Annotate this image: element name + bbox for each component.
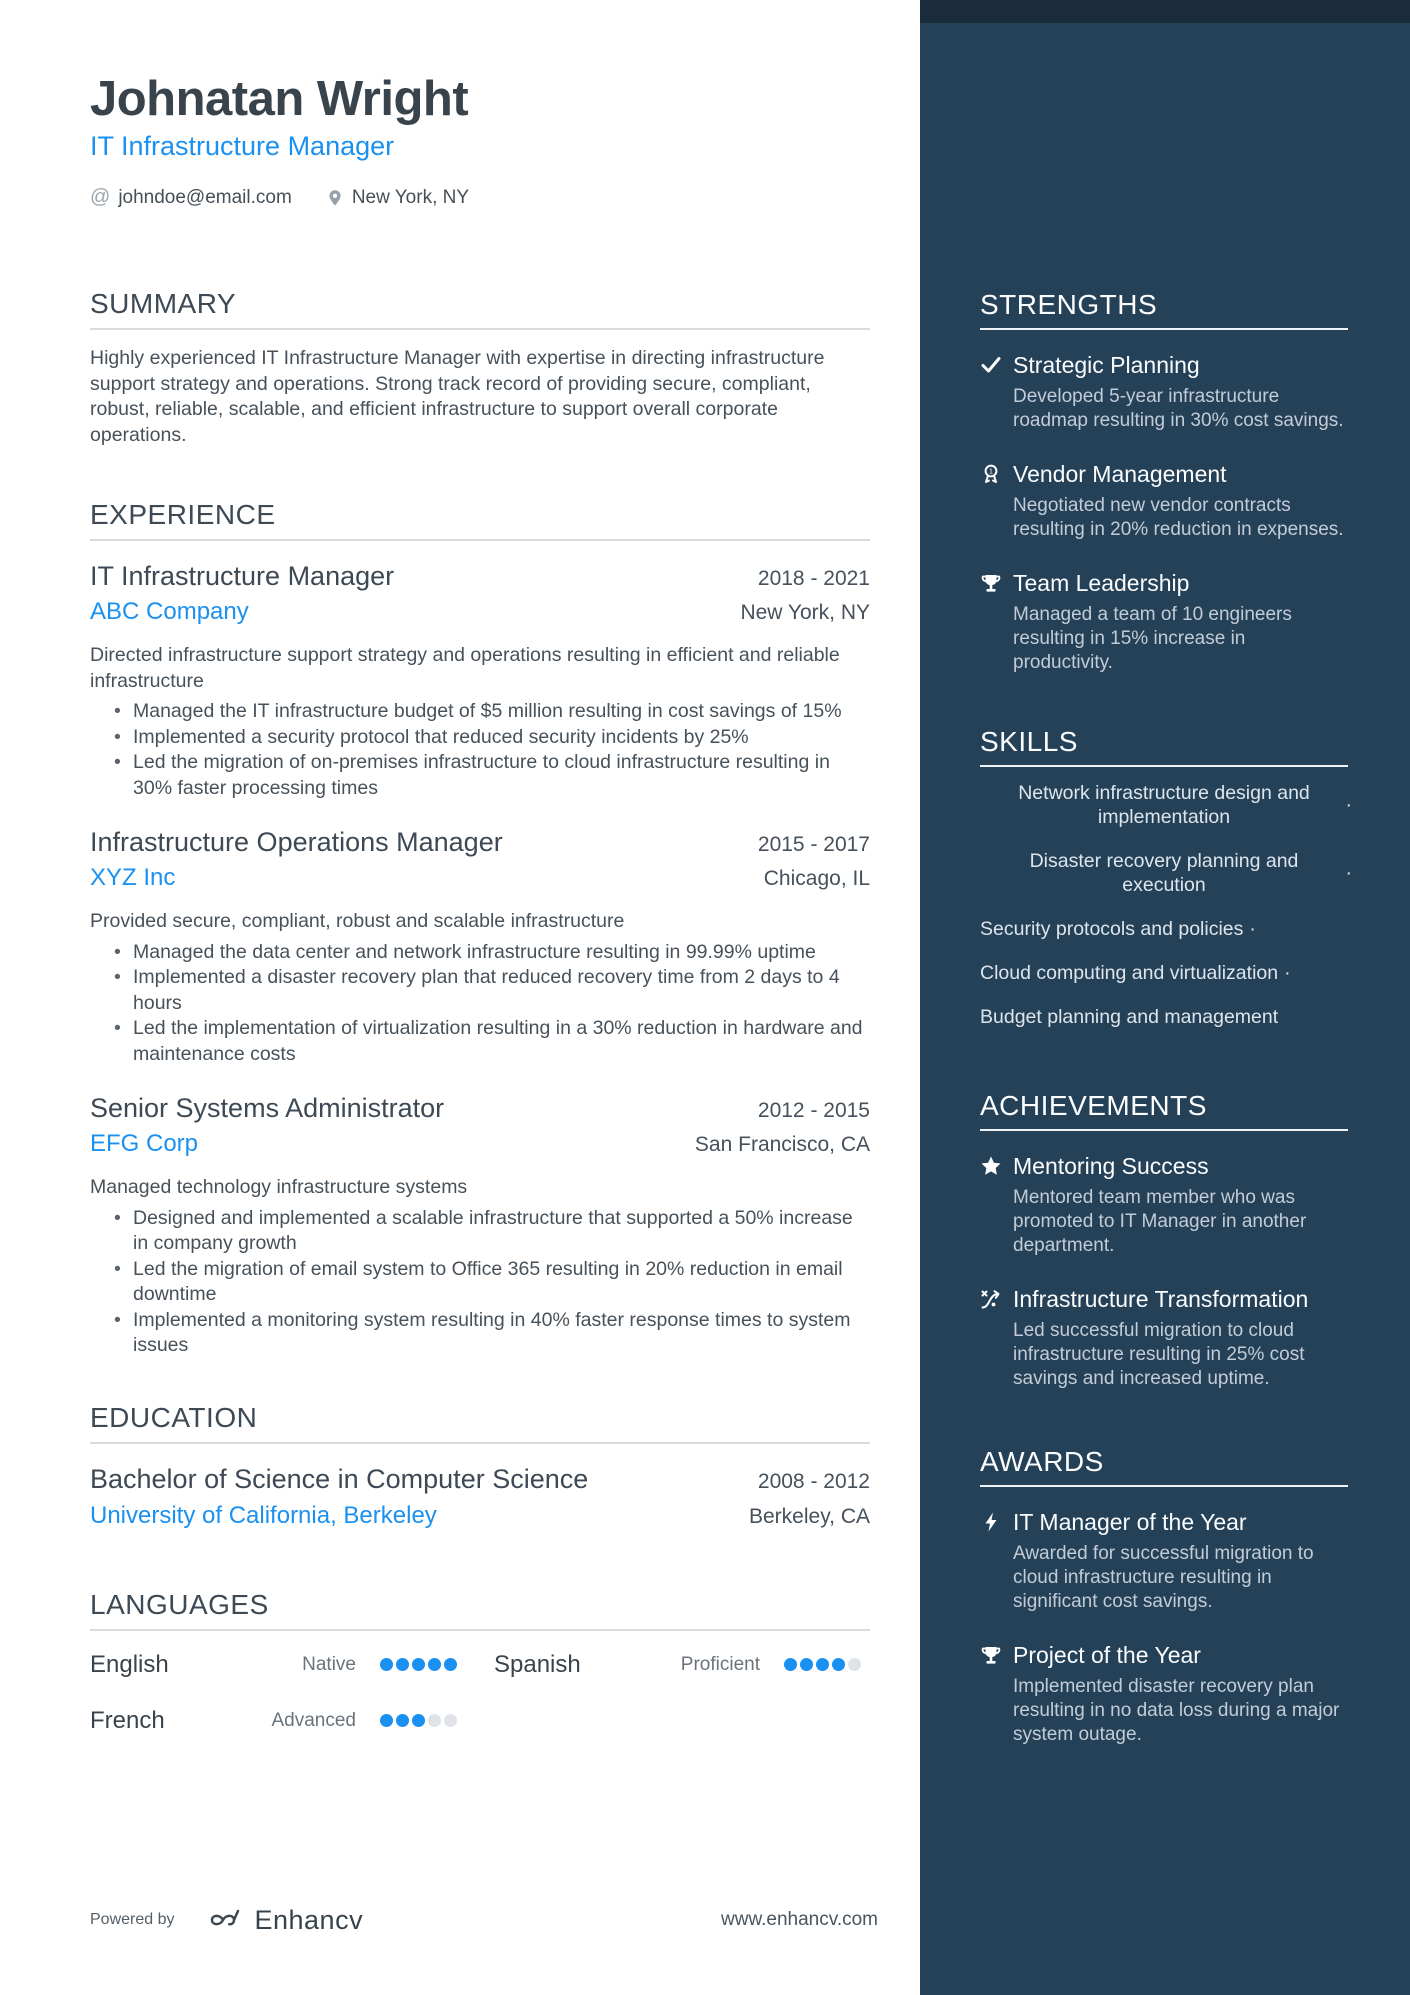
job-bullets	[90, 1206, 870, 1359]
check-icon	[980, 354, 1002, 376]
skill-separator: ·	[1345, 794, 1352, 816]
award-text: Awarded for successful migration to cloud infrastructure resulting in significant cost savings.	[1013, 1543, 1314, 1612]
section-divider	[980, 765, 1348, 767]
experience-entry	[90, 827, 870, 1067]
education-location: Berkeley, CA	[749, 1504, 870, 1528]
job-bullet: • Led the implementation of virtualization resulting in a 30% reduction in hardware and maintenance costs	[90, 1016, 870, 1067]
language-item	[90, 1651, 466, 1679]
lightning-icon	[980, 1511, 1002, 1533]
degree-title: Bachelor of Science in Computer Science	[90, 1463, 589, 1494]
enhancv-logo-icon[interactable]	[205, 1905, 245, 1935]
medal-icon	[980, 463, 1002, 485]
skill-separator: ·	[1345, 862, 1352, 884]
education-heading: EDUCATION	[90, 1401, 258, 1433]
language-name: French	[90, 1706, 165, 1734]
skill-separator: ·	[1284, 962, 1291, 984]
level-dot-filled	[412, 1658, 425, 1671]
education-section	[90, 1403, 870, 1530]
strength-text: Developed 5-year infrastructure roadmap resulting in 30% cost savings.	[1013, 386, 1344, 431]
contact-row	[90, 186, 870, 209]
strength-item	[980, 461, 1348, 542]
award-item	[980, 1509, 1348, 1614]
education-dates: 2008 - 2012	[757, 1469, 870, 1493]
experience-section	[90, 500, 870, 1359]
award-title: Project of the Year	[1013, 1642, 1201, 1668]
job-dates: 2012 - 2015	[757, 1099, 870, 1122]
awards-heading: AWARDS	[980, 1446, 1104, 1477]
skill-item: Network infrastructure design and implementation ·	[1018, 782, 1352, 828]
job-bullet: • Led the migration of on-premises infrastructure to cloud infrastructure resulting in 30% faster processing times	[90, 750, 870, 801]
main-column	[90, 0, 870, 1735]
job-bullet: • Designed and implemented a scalable infrastructure that supported a 50% increase in company growth	[90, 1206, 870, 1257]
achievement-item	[980, 1153, 1348, 1258]
job-bullet: • Managed the IT infrastructure budget of $5 million resulting in cost savings of 15%	[90, 699, 870, 725]
powered-by-label: Powered by	[90, 1911, 175, 1928]
level-dot-filled	[380, 1714, 393, 1727]
section-divider	[90, 1442, 870, 1444]
skill-item: Budget planning and management	[980, 1006, 1279, 1028]
awards-section	[980, 1447, 1348, 1747]
job-location: New York, NY	[740, 601, 870, 624]
strength-title: Team Leadership	[1013, 570, 1190, 596]
star-icon	[980, 1155, 1002, 1177]
job-dates: 2018 - 2021	[757, 567, 870, 590]
job-bullets	[90, 940, 870, 1068]
language-item	[494, 1651, 870, 1679]
award-title: IT Manager of the Year	[1013, 1509, 1247, 1535]
location-group	[326, 187, 469, 209]
skill-item: Cloud computing and virtualization ·	[980, 962, 1291, 984]
strength-title: Vendor Management	[1013, 461, 1227, 487]
skills-heading: SKILLS	[980, 726, 1078, 757]
achievement-title: Mentoring Success	[1013, 1153, 1209, 1179]
location-text: New York, NY	[351, 186, 470, 208]
job-title: Senior Systems Administrator	[90, 1093, 445, 1123]
skills-section	[980, 726, 1352, 1029]
level-dot-empty	[444, 1714, 457, 1727]
level-dot-filled	[800, 1658, 813, 1671]
experience-heading: EXPERIENCE	[90, 499, 276, 530]
strengths-heading: STRENGTHS	[980, 289, 1158, 320]
section-divider	[980, 1129, 1348, 1131]
award-item	[980, 1642, 1348, 1747]
language-level-dots	[380, 1658, 466, 1671]
summary-section	[90, 289, 870, 448]
site-url: www.enhancv.com	[721, 1909, 878, 1930]
section-divider	[980, 1485, 1348, 1487]
language-level-label: Native	[302, 1653, 356, 1675]
trophy-icon	[980, 572, 1002, 594]
strength-item	[980, 352, 1348, 433]
summary-text: Highly experienced IT Infrastructure Manager with expertise in directing infrastructure support strategy and operations. Strong track record of providing secure, compliant, robust, reliable, scalable, and efficient infrastructure to support overall corporate operations.	[90, 347, 825, 446]
strength-text: Managed a team of 10 engineers resulting in 15% increase in productivity.	[1013, 604, 1292, 673]
award-text: Implemented disaster recovery plan resulting in no data loss during a major system outage.	[1013, 1676, 1340, 1745]
skill-separator: ·	[1249, 918, 1256, 940]
skill-item: Disaster recovery planning and execution ·	[1029, 850, 1352, 896]
summary-heading: SUMMARY	[90, 288, 237, 319]
brand-name[interactable]: Enhancv	[254, 1904, 364, 1935]
achievement-title: Infrastructure Transformation	[1013, 1286, 1309, 1312]
languages-heading: LANGUAGES	[90, 1588, 269, 1620]
language-level-dots	[380, 1714, 476, 1727]
job-summary: Directed infrastructure support strategy and operations resulting in efficient and reliable infrastructure	[90, 644, 840, 692]
section-divider	[980, 328, 1348, 330]
skill-item: Security protocols and policies ·	[980, 918, 1256, 940]
experience-entry	[90, 561, 870, 801]
job-summary: Managed technology infrastructure systems	[90, 1176, 468, 1198]
person-name: Johnatan Wright	[90, 72, 469, 126]
language-name: Spanish	[494, 1650, 581, 1678]
sidebar	[920, 0, 1410, 1995]
language-level-dots	[784, 1658, 870, 1671]
job-dates: 2015 - 2017	[757, 833, 870, 856]
experience-entry	[90, 1093, 870, 1359]
language-name: English	[90, 1650, 169, 1678]
level-dot-filled	[428, 1658, 441, 1671]
at-icon: @	[90, 186, 111, 208]
level-dot-filled	[444, 1658, 457, 1671]
strengths-section	[980, 290, 1348, 675]
location-pin-icon	[326, 188, 344, 208]
achievements-heading: ACHIEVEMENTS	[980, 1090, 1207, 1121]
language-level-label: Advanced	[271, 1709, 356, 1731]
school-link[interactable]: University of California, Berkeley	[90, 1501, 437, 1529]
language-level-label: Proficient	[680, 1653, 760, 1675]
job-bullet: • Implemented a security protocol that reduced security incidents by 25%	[90, 725, 870, 751]
job-title: Infrastructure Operations Manager	[90, 827, 503, 857]
job-bullet: • Led the migration of email system to Office 365 resulting in 20% reduction in email downtime	[90, 1257, 870, 1308]
level-dot-filled	[784, 1658, 797, 1671]
job-location: Chicago, IL	[763, 867, 870, 890]
section-divider	[90, 539, 870, 541]
level-dot-filled	[396, 1714, 409, 1727]
footer	[90, 1898, 878, 1942]
job-location: San Francisco, CA	[694, 1133, 870, 1156]
achievement-item	[980, 1286, 1348, 1391]
sidebar-top-stripe	[920, 0, 1410, 23]
languages-section	[90, 1590, 870, 1735]
strength-text: Negotiated new vendor contracts resulting in 20% reduction in expenses.	[1013, 495, 1344, 540]
level-dot-filled	[832, 1658, 845, 1671]
strength-item	[980, 570, 1348, 675]
trophy-icon	[980, 1644, 1002, 1666]
strength-title: Strategic Planning	[1013, 352, 1200, 378]
achievement-text: Led successful migration to cloud infrastructure resulting in 25% cost savings and increased uptime.	[1013, 1320, 1305, 1389]
achievements-section	[980, 1091, 1348, 1391]
level-dot-empty	[848, 1658, 861, 1671]
company-link[interactable]: ABC Company	[90, 598, 249, 625]
svg-text:1: 1	[989, 468, 993, 476]
language-item	[90, 1707, 476, 1735]
company-link[interactable]: XYZ Inc	[90, 864, 176, 891]
level-dot-empty	[428, 1714, 441, 1727]
achievement-text: Mentored team member who was promoted to IT Manager in another department.	[1013, 1187, 1307, 1256]
job-bullet: • Implemented a monitoring system resulting in 40% faster response times to system issues	[90, 1308, 870, 1359]
job-bullets	[90, 699, 870, 801]
job-title: IT Infrastructure Manager	[90, 561, 395, 591]
transformation-arrow-icon	[980, 1288, 1002, 1310]
email-text[interactable]: johndoe@email.com	[118, 186, 292, 208]
section-divider	[90, 1629, 870, 1631]
person-job-title: IT Infrastructure Manager	[90, 131, 395, 161]
level-dot-filled	[396, 1658, 409, 1671]
level-dot-filled	[380, 1658, 393, 1671]
section-divider	[90, 328, 870, 330]
job-summary: Provided secure, compliant, robust and scalable infrastructure	[90, 910, 625, 932]
level-dot-filled	[816, 1658, 829, 1671]
job-bullet: • Managed the data center and network infrastructure resulting in 99.99% uptime	[90, 940, 870, 966]
email-group	[90, 186, 292, 209]
level-dot-filled	[412, 1714, 425, 1727]
company-link[interactable]: EFG Corp	[90, 1130, 199, 1157]
job-bullet: • Implemented a disaster recovery plan that reduced recovery time from 2 days to 4 hours	[90, 965, 870, 1016]
